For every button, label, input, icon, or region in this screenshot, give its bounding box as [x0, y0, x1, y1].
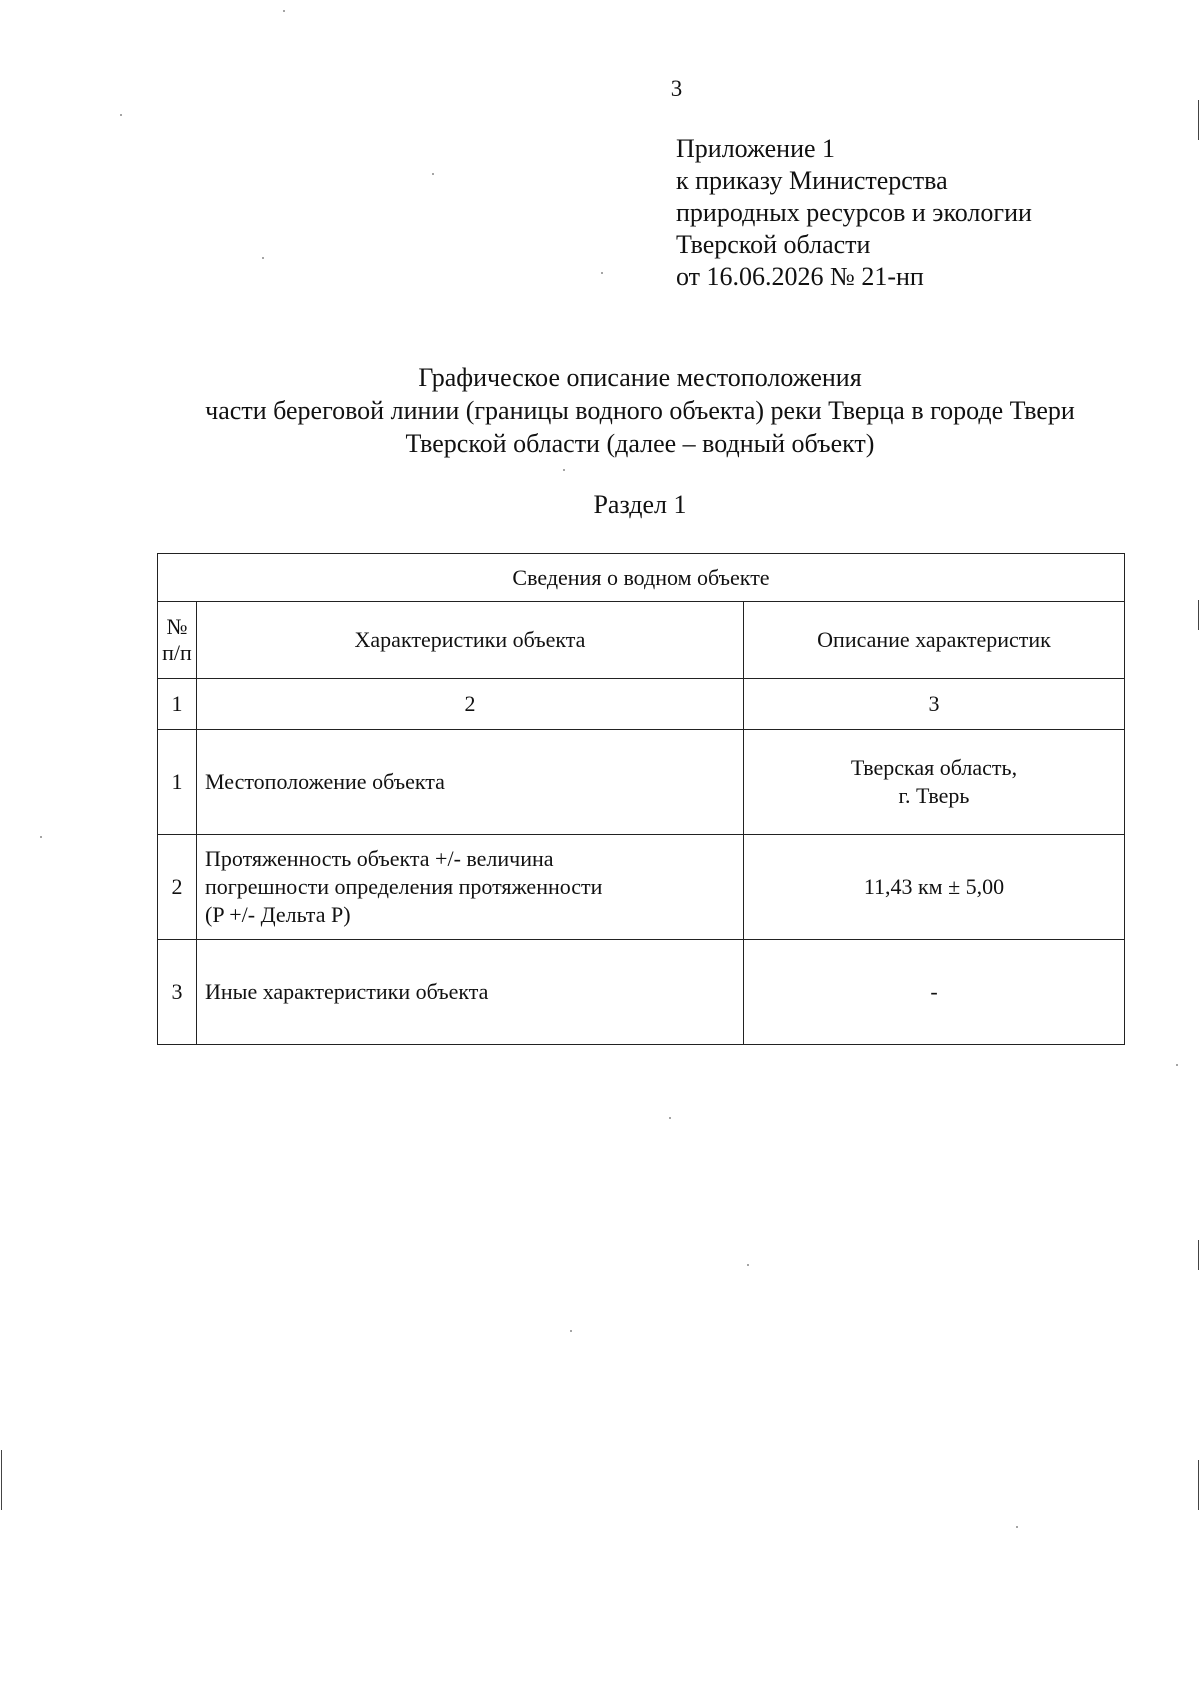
- column-number: 2: [197, 679, 744, 730]
- table-header-row: [158, 602, 1125, 679]
- row-description: -: [744, 940, 1125, 1045]
- scan-speck: [747, 1264, 749, 1266]
- row-characteristic: Иные характеристики объекта: [197, 940, 744, 1045]
- header-num: [158, 602, 197, 679]
- scan-edge-mark: [1198, 1460, 1199, 1510]
- characteristic-line: погрешности определения протяженности: [205, 874, 603, 899]
- characteristic-line: (P +/- Дельта P): [205, 902, 351, 927]
- row-num: 1: [158, 730, 197, 835]
- water-object-table: [157, 553, 1125, 1045]
- column-number: 1: [158, 679, 197, 730]
- description-line: г. Тверь: [898, 783, 970, 808]
- row-characteristic: [197, 835, 744, 940]
- row-characteristic: Местоположение объекта: [197, 730, 744, 835]
- section-title: Раздел 1: [593, 490, 687, 519]
- row-num: 2: [158, 835, 197, 940]
- header-characteristic: Характеристики объекта: [197, 602, 744, 679]
- document-title: [0, 361, 1200, 460]
- scan-speck: [570, 1330, 572, 1332]
- page-number: 3: [670, 76, 683, 101]
- description-line: Тверская область,: [850, 755, 1018, 780]
- row-num: 3: [158, 940, 197, 1045]
- title-line: части береговой линии (границы водного объекта) реки Тверца в городе Твери: [205, 396, 1075, 425]
- table-caption-row: [158, 554, 1125, 602]
- scan-speck: [1016, 1526, 1018, 1528]
- scan-speck: [432, 173, 434, 175]
- characteristic-line: Протяженность объекта +/- величина: [205, 846, 554, 871]
- scan-speck: [1176, 1064, 1178, 1066]
- appendix-line: Тверской области: [676, 230, 871, 259]
- row-description: 11,43 км ± 5,00: [744, 835, 1125, 940]
- column-number-row: [158, 679, 1125, 730]
- scan-edge-mark: [1198, 600, 1199, 630]
- scan-edge-mark: [1198, 1240, 1199, 1270]
- header-num-text: № п/п: [162, 614, 192, 665]
- scan-speck: [283, 10, 285, 12]
- appendix-line: Приложение 1: [676, 134, 836, 163]
- scan-speck: [601, 272, 603, 274]
- appendix-line: от 16.06.2026 № 21-нп: [676, 262, 924, 291]
- table-caption: Сведения о водном объекте: [158, 554, 1125, 602]
- header-description: Описание характеристик: [744, 602, 1125, 679]
- scan-speck: [40, 836, 42, 838]
- scan-edge-mark: [1198, 100, 1199, 140]
- scan-speck: [120, 114, 122, 116]
- scan-speck: [669, 1117, 671, 1119]
- appendix-block: [676, 133, 1032, 293]
- appendix-line: к приказу Министерства: [676, 166, 948, 195]
- row-description: [744, 730, 1125, 835]
- scan-speck: [262, 257, 264, 259]
- table-row: [158, 835, 1125, 940]
- scan-speck: [563, 469, 565, 471]
- title-line: Графическое описание местоположения: [418, 363, 862, 392]
- scan-edge-mark: [1, 1450, 2, 1510]
- column-number: 3: [744, 679, 1125, 730]
- table-row: [158, 730, 1125, 835]
- table-row: [158, 940, 1125, 1045]
- title-line: Тверской области (далее – водный объект): [405, 429, 875, 458]
- appendix-line: природных ресурсов и экологии: [676, 198, 1032, 227]
